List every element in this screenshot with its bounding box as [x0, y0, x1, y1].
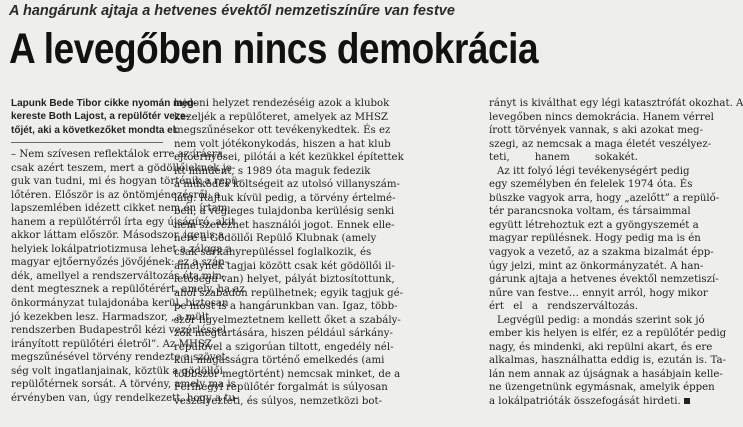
body-line: tér parancsnoka voltam, és társaimmal [489, 206, 691, 218]
body-line: alkalmas, használhatta eddig is, ezután is. Ta- [489, 355, 726, 367]
body-line: láig. Rajtuk kívül pedig, a törvény értelmé- [174, 192, 396, 204]
body-line: akkor láttam először. Másodszor, igenis a [11, 230, 225, 242]
article-headline: A levegőben nincs demokrácia [9, 25, 539, 73]
column-3 [489, 97, 743, 409]
body-line: csak azért teszem, mert a gödöllőieknek jo- [11, 162, 236, 174]
body-line: ért el a rendszerváltozás. [489, 301, 638, 313]
body-line: ember kis helyen is elfér, ez a repülőtér pedig [489, 328, 727, 340]
body-line: küli magasságra történő emelkedés (ami [174, 355, 385, 367]
body-line: ször figyelmeztetnem kellett őket a szabály- [174, 314, 401, 326]
body-line: dent megtesznek a repülőtérért, amely, ha az [11, 284, 245, 296]
body-line: vagyok a vezető, az a szakma bizalmát épp- [489, 247, 714, 259]
body-line: rendszerben Budapestről kézi vezérléssel [11, 325, 226, 337]
column-1 [11, 148, 245, 405]
body-line: Legvégül pedig: a mondás szerint sok jó [497, 314, 705, 326]
body-line: hanem a repülőtérről írta egy újságíró, akit [11, 216, 236, 228]
end-of-article-mark [684, 398, 690, 404]
lead-separator [11, 142, 163, 143]
body-line: lán nem annak az újságnak a hasábjain kelle- [489, 368, 723, 380]
body-line: zók megtartására, hiszen például sárkány- [174, 328, 393, 340]
body-line: önkormányzat tulajdonába kerül, biztosan [11, 298, 229, 310]
body-line: repülővel a szigorúan tiltott, engedély nél- [174, 341, 394, 353]
body-line: veszélyezteti, és súlyos, nemzetközi bot- [174, 396, 383, 408]
body-line: guk van tudni, mi és hogyan történik a repü- [11, 176, 242, 188]
body-line: nagy, és mindenki, aki repülni akart, és ere [489, 341, 713, 353]
body-line: ejtőernyősei, pilótái a két kezükkel építettek [174, 152, 404, 164]
article-kicker: A hangárunk ajtaja a hetvenes évektől nemzetiszínűre van festve [9, 3, 455, 19]
body-line: Az itt folyó légi tevékenységért pedig [497, 165, 690, 177]
lead-line: tőjét, aki a következőket mondta el. [11, 124, 179, 136]
column-2 [174, 97, 404, 409]
body-line: nem volt jótékonykodás, hiszen a hat klub [174, 138, 391, 150]
body-line: ség volt ingatlanjainak, köztük a gödöllői [11, 365, 223, 377]
body-line: pe most is a hangárunkban van. Igaz, több- [174, 301, 398, 313]
body-line: szegi, az nemcsak a maga életét veszélyez- [489, 138, 712, 150]
body-line: ben, a végleges tulajdonba kerülésig senki [174, 206, 395, 218]
body-line: lajdoni helyzet rendezéséig azok a klubok [174, 98, 390, 109]
body-line: egy személyben én felelek 1974 óta. És [489, 179, 693, 191]
body-line: úgy jelzi, mint az önkormányzatét. A han- [489, 260, 704, 272]
body-line: büszke vagyok arra, hogy „azelőtt” a repülő- [489, 192, 720, 204]
body-line: Ferihegyi repülőtér forgalmát is súlyosan [174, 382, 388, 394]
body-line: itt mindent, s 1989 óta maguk fedezik [174, 165, 371, 177]
body-line: letőségű van) helyet, pályát biztosítottunk, [174, 274, 395, 286]
body-line: megszűnésével törvény rendezte a szövet- [11, 352, 230, 364]
body-line: dék, amellyel a rendszerváltozás óta min- [11, 270, 226, 282]
body-line: a lokálpatrióták összefogását hirdeti. [489, 395, 638, 409]
body-line: teti, hanem sokakét. [489, 152, 638, 164]
body-line: nűre van festve… ennyit arról, hogy mikor [489, 287, 708, 299]
body-line: jó kezekben lesz. Harmadszor, „a mült [11, 311, 210, 323]
body-line: magyar repülésnek. Hogy pedig ma is én [489, 233, 701, 245]
body-line: magyar ejtőernyőzés jövőjének: ez a szán- [11, 257, 229, 269]
body-line: repülőtérnek sorsát. A törvény, amely ma is [11, 379, 236, 391]
body-line: – Nem szívesen reflektálok erre az írásra, [11, 149, 227, 160]
body-line: a működés költségeit az utolsó villanyszám- [174, 179, 400, 191]
body-line: ahol szabadon repülhetnek; egyik tagjuk gé- [174, 287, 404, 299]
article-lead [11, 97, 197, 137]
body-line: helyiek lokálpatriotizmusa lehet a záloga a [11, 243, 232, 255]
body-line: érvényben van, úgy rendelkezett, hogy a tu- [11, 392, 239, 404]
body-line: írott törvények vannak, s aki azokat meg- [489, 125, 704, 137]
lead-line: Lapunk Bede Tibor cikke nyomán meg- [11, 98, 197, 109]
body-line: ne üzengetnünk egymásnak, amelyik éppen [489, 382, 715, 394]
body-line: nére a Gödöllői Repülő Klubnak (amely [174, 233, 377, 245]
lead-line: kereste Both Lajost, a repülőtér veze- [11, 111, 189, 123]
body-line: amelynek tagjai között csak két gödöllői il- [174, 260, 395, 272]
body-line: csak sárkányrepüléssel foglalkozik, és [174, 247, 372, 259]
body-line: gárunk ajtaja a hetvenes évektől nemzetiszí- [489, 274, 719, 286]
body-line: együtt létrehoztuk ezt a gyöngyszemét a [489, 219, 699, 231]
body-line: lőtéren. Először is az öntömjénezésről: a [11, 189, 221, 201]
body-line: kezeljék a repülőteret, amelyek az MHSZ [174, 111, 389, 123]
body-line: többször megtörtént) nemcsak minket, de a [174, 368, 401, 380]
body-line: rányt is kiválthat egy légi katasztrófát okozhat. A [489, 98, 743, 109]
body-line: lapszemlében idézett cikket nem én írtam, [11, 203, 231, 215]
body-line: megszűnésekor ott tevékenykedtek. És ez [174, 125, 391, 137]
body-line: levegőben nincs demokrácia. Hanem vérrel [489, 111, 714, 123]
body-line: irányított repülőtéri életről”. Az MHSZ [11, 338, 212, 350]
body-line: nem szerezhet használói jogot. Ennek elle- [174, 219, 395, 231]
